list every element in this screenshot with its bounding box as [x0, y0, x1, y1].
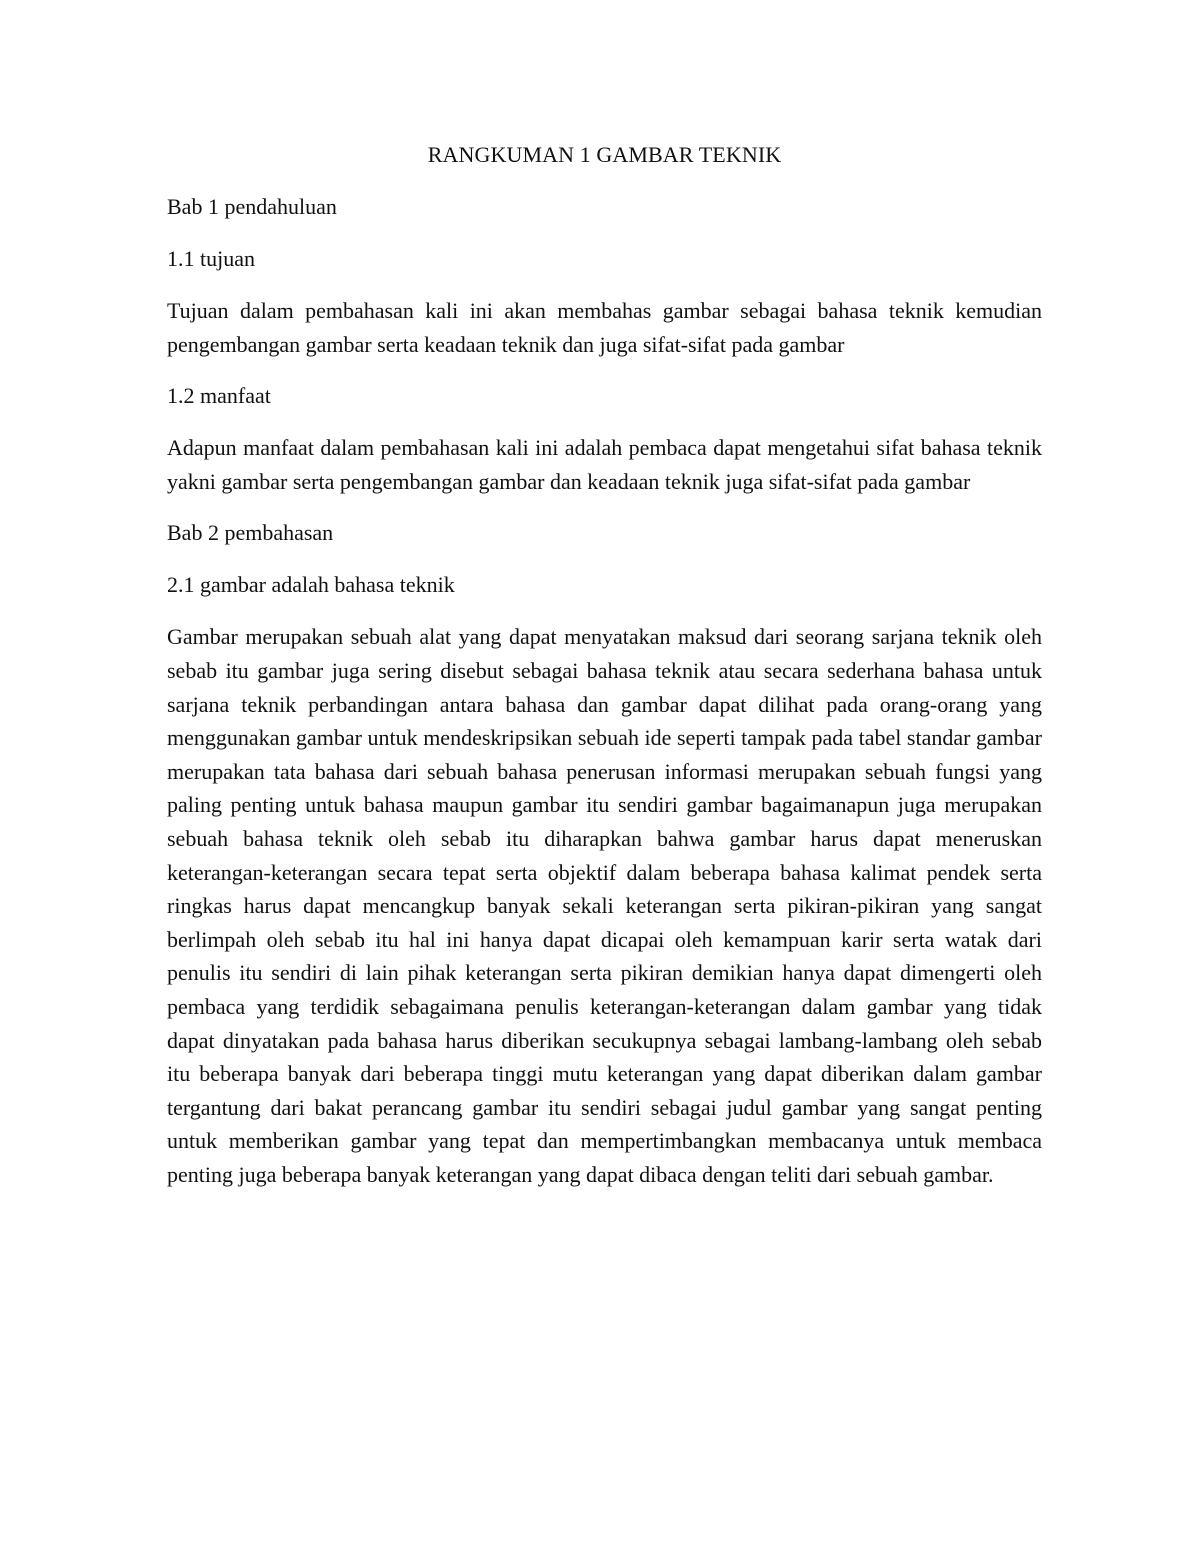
section-1-2-paragraph: Adapun manfaat dalam pembahasan kali ini adalah pembaca dapat mengetahui sifat bahasa teknik yakni gambar serta pengembangan gambar dan keadaan teknik juga sifat-sifat pada gambar [167, 435, 1042, 494]
chapter-2-heading: Bab 2 pembahasan [167, 520, 334, 546]
chapter-1-heading: Bab 1 pendahuluan [167, 194, 337, 219]
section-2-1-paragraph: Gambar merupakan sebuah alat yang dapat menyatakan maksud dari seorang sarjana teknik oleh sebab itu gambar juga sering disebut sebagai bahasa teknik atau secara sederhana bahasa untuk sarjana teknik perbandingan antara bahasa dan gambar dapat dilihat pada orang-orang yang menggunakan gambar untuk mendeskripsikan sebuah ide seperti tampak pada tabel standar gambar merupakan tata bahasa dari sebuah bahasa penerusan informasi merupakan sebuah fungsi yang paling penting untuk bahasa maupun gambar itu sendiri gambar bagaimanapun juga merupakan sebuah bahasa teknik oleh sebab itu diharapkan bahwa gambar harus dapat meneruskan keterangan-keterangan secara tepat serta objektif dalam beberapa bahasa kalimat pendek serta ringkas harus dapat mencangkup banyak sekali keterangan serta pikiran-pikiran yang sangat berlimpah oleh sebab itu hal ini hanya dapat dicapai oleh kemampuan karir serta watak dari penulis itu sendiri di lain pihak keterangan serta pikiran demikian hanya dapat dimengerti oleh pembaca yang terdidik sebagaimana penulis keterangan-keterangan dalam gambar yang tidak dapat dinyatakan pada bahasa harus diberikan secukupnya sebagai lambang-lambang oleh sebab itu beberapa banyak dari beberapa tinggi mutu keterangan yang dapat diberikan dalam gambar tergantung dari bakat perancang gambar itu sendiri sebagai judul gambar yang sangat penting untuk memberikan gambar yang tepat dan mempertimbangkan membacanya untuk membaca penting juga beberapa banyak keterangan yang dapat dibaca dengan teliti dari sebuah gambar. [167, 624, 1042, 1187]
section-1-2-heading: 1.2 manfaat [167, 383, 271, 409]
section-1-1-paragraph: Tujuan dalam pembahasan kali ini akan membahas gambar sebagai bahasa teknik kemudian pengembangan gambar serta keadaan teknik dan juga sifat-sifat pada gambar [167, 298, 1042, 357]
document-title: RANGKUMAN 1 GAMBAR TEKNIK [427, 142, 782, 167]
section-2-1-heading: 2.1 gambar adalah bahasa teknik [167, 572, 455, 598]
document-page [167, 138, 1042, 1209]
section-1-1-heading: 1.1 tujuan [167, 246, 255, 271]
